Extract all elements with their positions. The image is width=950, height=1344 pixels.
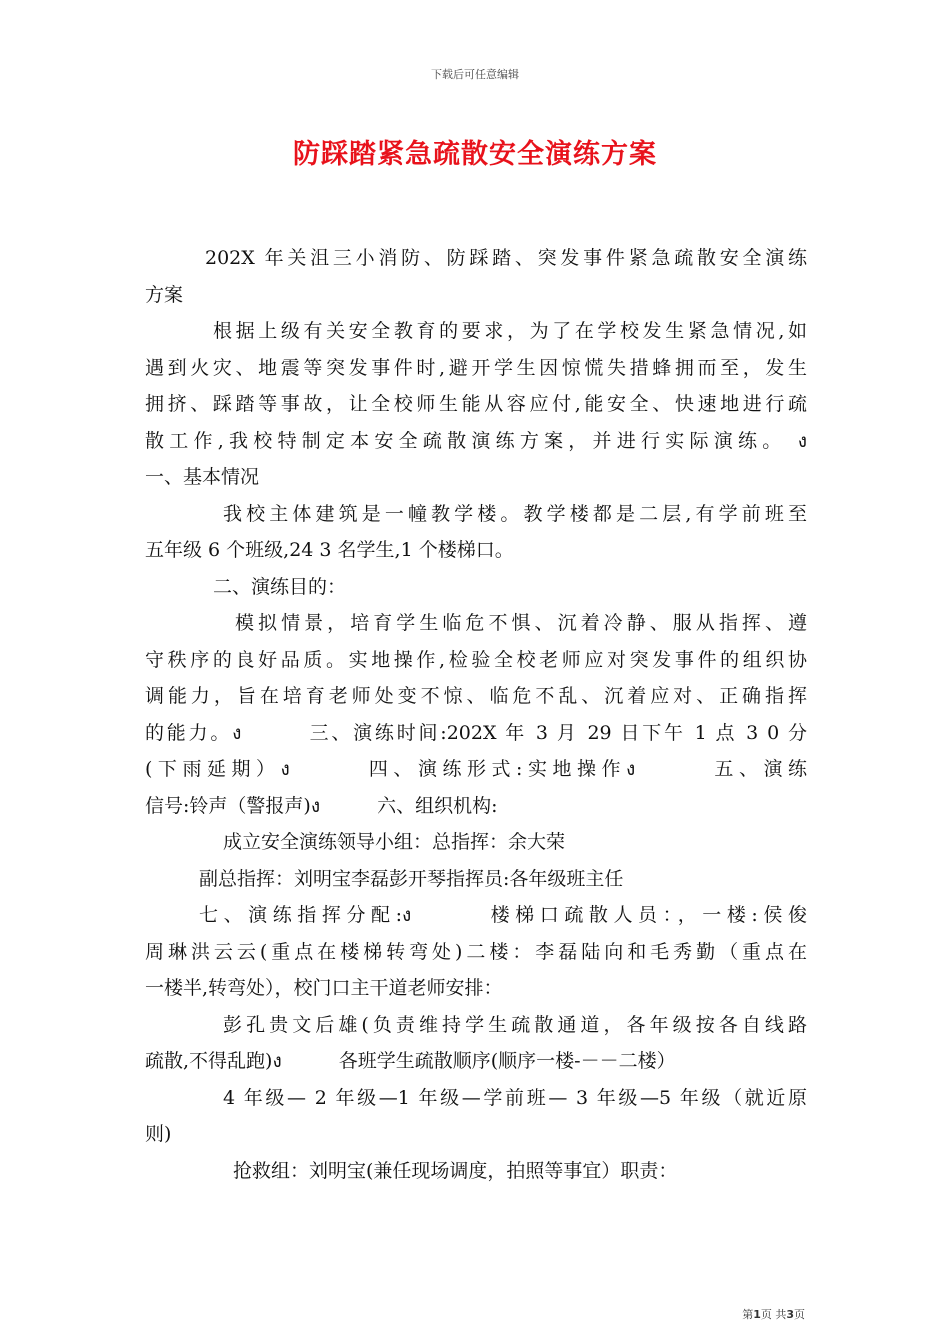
body-line: 调能力，旨在培育老师处变不惊、临危不乱、沉着应对、正确指挥	[145, 685, 807, 707]
header-note: 下载后可任意编辑	[431, 68, 519, 81]
body-line: 副总指挥：刘明宝李磊彭开琴指挥员:各年级班主任	[199, 867, 624, 890]
footer-suffix: 页	[794, 1308, 805, 1321]
document-body	[145, 240, 807, 1189]
body-line: 七、演练指挥分配:ง 楼梯口疏散人员：，一楼:侯俊	[199, 904, 807, 926]
body-line: 抢救组：刘明宝(兼任现场调度，拍照等事宜）职责：	[233, 1159, 678, 1182]
body-line: 信号:铃声（警报声)ง 六、组织机构:	[145, 794, 498, 817]
body-line: 202X 年关沮三小消防、防踩踏、突发事件紧急疏散安全演练	[205, 247, 807, 269]
footer-prefix: 第	[742, 1308, 754, 1321]
body-line: 则)	[145, 1123, 172, 1145]
body-line: 4 年级— 2 年级—1 年级—学前班— 3 年级—5 年级（就近原	[223, 1086, 807, 1109]
document-title: 防踩踏紧急疏散安全演练方案	[293, 139, 657, 170]
body-line: 五年级 6 个班级,24 3 名学生,1 个楼梯口。	[145, 539, 514, 561]
page-footer	[742, 1306, 805, 1322]
body-line: 散工作,我校特制定本安全疏散演练方案，并进行实际演练。 ง	[145, 429, 807, 452]
body-line: 成立安全演练领导小组：总指挥：余大荣	[223, 831, 566, 853]
footer-current-page: 1	[753, 1308, 761, 1321]
body-line: 一楼半,转弯处），校门口主干道老师安排：	[145, 977, 503, 999]
body-line: 一、基本情况	[145, 466, 260, 488]
body-line: 彭孔贵文后雄(负责维持学生疏散通道，各年级按各自线路	[223, 1013, 807, 1036]
body-line: 的能力。ง 三、演练时间:202X 年 3 月 29 日下午 1 点 3 0 分	[145, 721, 807, 744]
body-line: 拥挤、踩踏等事故，让全校师生能从容应付,能安全、快速地进行疏	[145, 393, 807, 415]
body-line: 二、演练目的：	[213, 575, 347, 598]
body-line: 疏散,不得乱跑)ง 各班学生疏散顺序(顺序一楼-－－二楼）	[145, 1050, 676, 1072]
footer-total-pages: 3	[786, 1308, 794, 1321]
body-line: (下雨延期）ง 四、演练形式:实地操作ง 五、演练	[145, 758, 807, 780]
footer-middle: 页 共	[760, 1308, 787, 1321]
body-line: 守秩序的良好品质。实地操作,检验全校老师应对突发事件的组织协	[145, 648, 807, 671]
body-line: 遇到火灾、地震等突发事件时,避开学生因惊慌失措蜂拥而至，发生	[145, 356, 807, 379]
body-line: 周琳洪云云(重点在楼梯转弯处)二楼：李磊陆向和毛秀勤（重点在	[145, 940, 807, 963]
body-line: 方案	[145, 283, 184, 306]
body-line: 根据上级有关安全教育的要求，为了在学校发生紧急情况,如	[213, 320, 807, 342]
body-line: 模拟情景，培育学生临危不惧、沉着冷静、服从指挥、遵	[235, 612, 807, 634]
body-line: 我校主体建筑是一幢教学楼。教学楼都是二层,有学前班至	[223, 502, 807, 525]
